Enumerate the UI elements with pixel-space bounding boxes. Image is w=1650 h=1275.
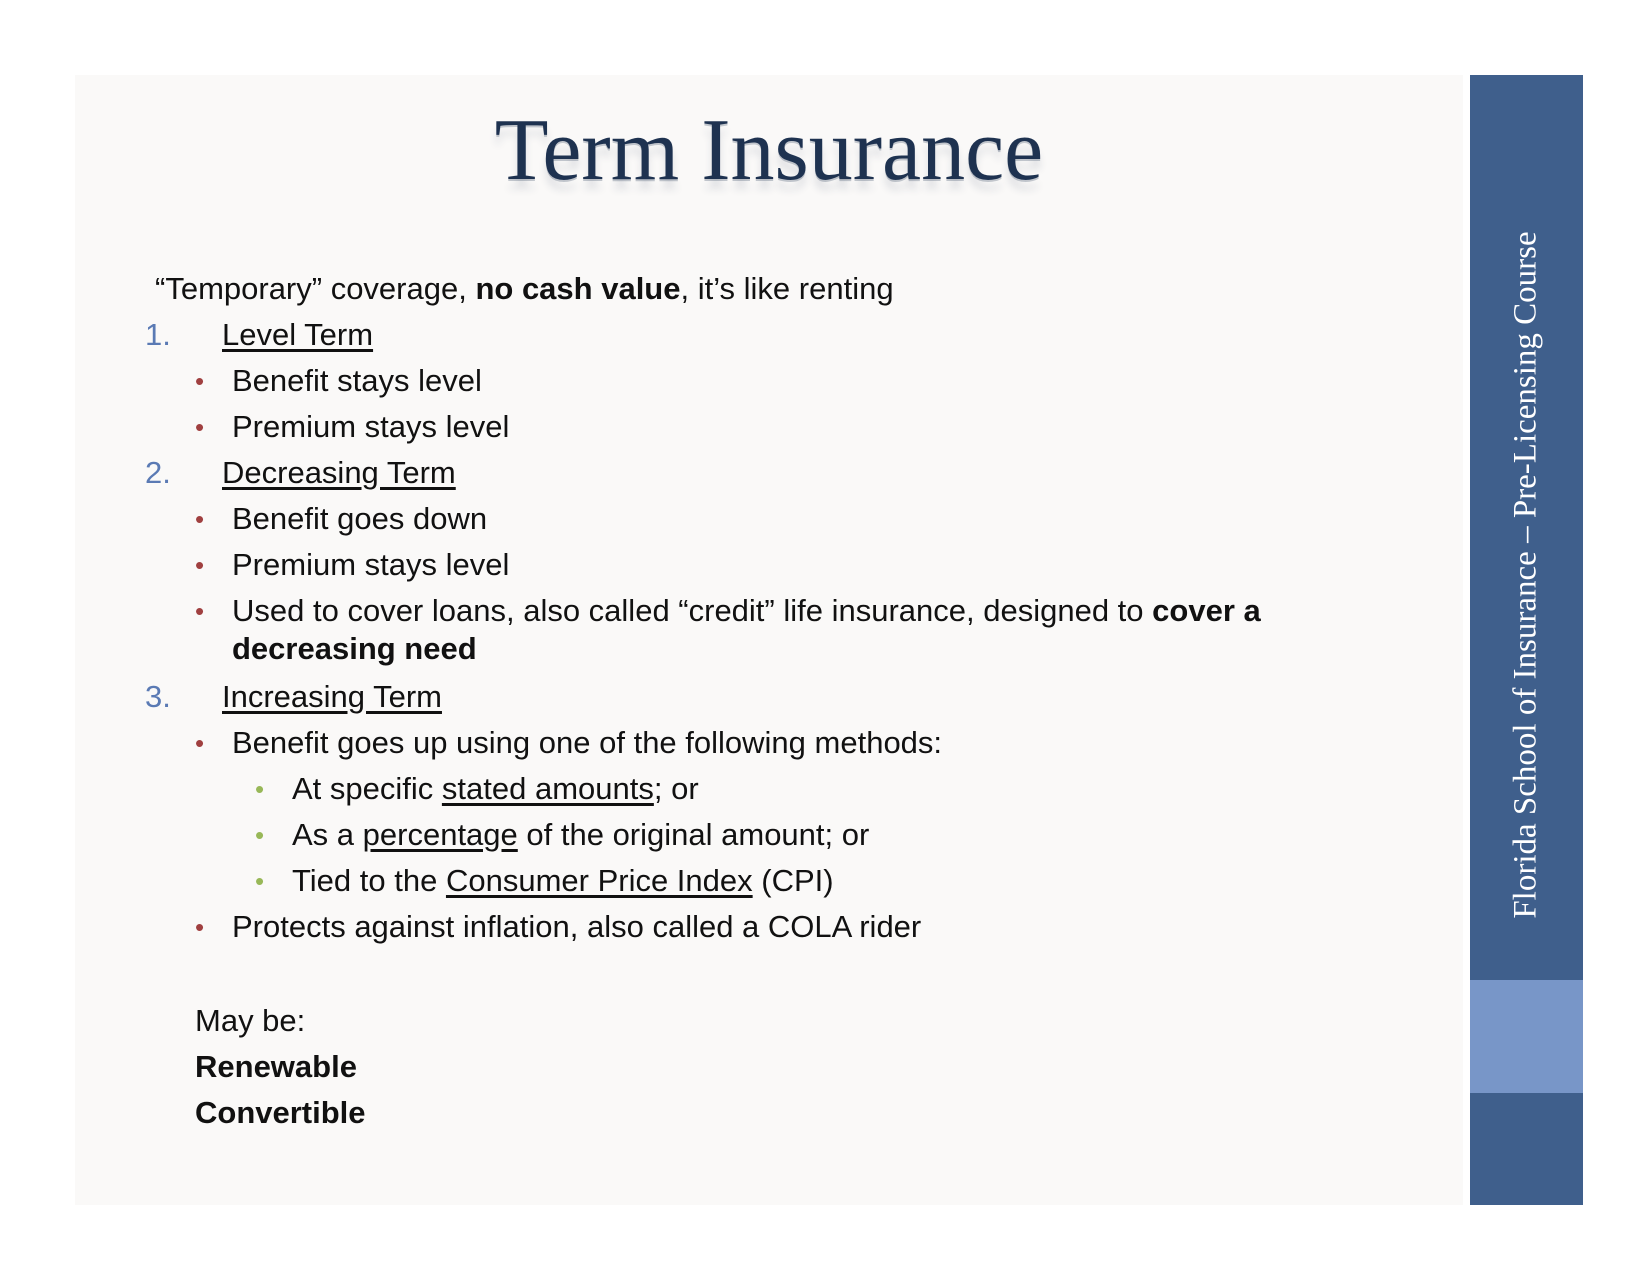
section-number-1: 1.: [145, 317, 171, 352]
sub-bullet-icon: •: [255, 774, 265, 804]
credit-life-item-continued: decreasing need: [232, 631, 477, 666]
section-number-3: 3.: [145, 679, 171, 714]
list-item: Premium stays level: [232, 409, 510, 444]
sidebar-course-title: Florida School of Insurance – Pre-Licensing Course: [1507, 231, 1544, 919]
sub-bullet-icon: •: [255, 866, 265, 896]
sidebar-banner: [1470, 75, 1583, 1205]
sub-bullet-icon: •: [255, 820, 265, 850]
bullet-icon: •: [195, 728, 205, 758]
bullet-icon: •: [195, 912, 205, 942]
bullet-icon: •: [195, 366, 205, 396]
bullet-icon: •: [195, 412, 205, 442]
section-heading-decreasing-term: Decreasing Term: [222, 455, 456, 490]
convertible-label: Convertible: [195, 1095, 366, 1130]
list-item: Protects against inflation, also called a COLA rider: [232, 909, 922, 944]
list-item: Benefit stays level: [232, 363, 482, 398]
list-item: Premium stays level: [232, 547, 510, 582]
list-item: Benefit goes up using one of the following methods:: [232, 725, 943, 760]
section-heading-increasing-term: Increasing Term: [222, 679, 442, 714]
section-number-2: 2.: [145, 455, 171, 490]
credit-life-item: Used to cover loans, also called “credit” life insurance, designed to cover a: [232, 593, 1261, 628]
method-cpi: Tied to the Consumer Price Index (CPI): [292, 863, 834, 898]
may-be-label: May be:: [195, 1003, 306, 1038]
sidebar-accent-block: [1470, 980, 1583, 1093]
bullet-icon: •: [195, 504, 205, 534]
bullet-icon: •: [195, 596, 205, 626]
intro-line: “Temporary” coverage, no cash value, it’s like renting: [155, 271, 894, 306]
method-percentage: As a percentage of the original amount; or: [292, 817, 870, 852]
slide-body: [75, 75, 1463, 1205]
list-item: Benefit goes down: [232, 501, 488, 536]
renewable-label: Renewable: [195, 1049, 357, 1084]
bullet-icon: •: [195, 550, 205, 580]
section-heading-level-term: Level Term: [222, 317, 374, 352]
method-stated-amounts: At specific stated amounts; or: [292, 771, 699, 806]
intro-bold: no cash value: [475, 271, 681, 306]
page-title: Term Insurance: [494, 102, 1044, 199]
